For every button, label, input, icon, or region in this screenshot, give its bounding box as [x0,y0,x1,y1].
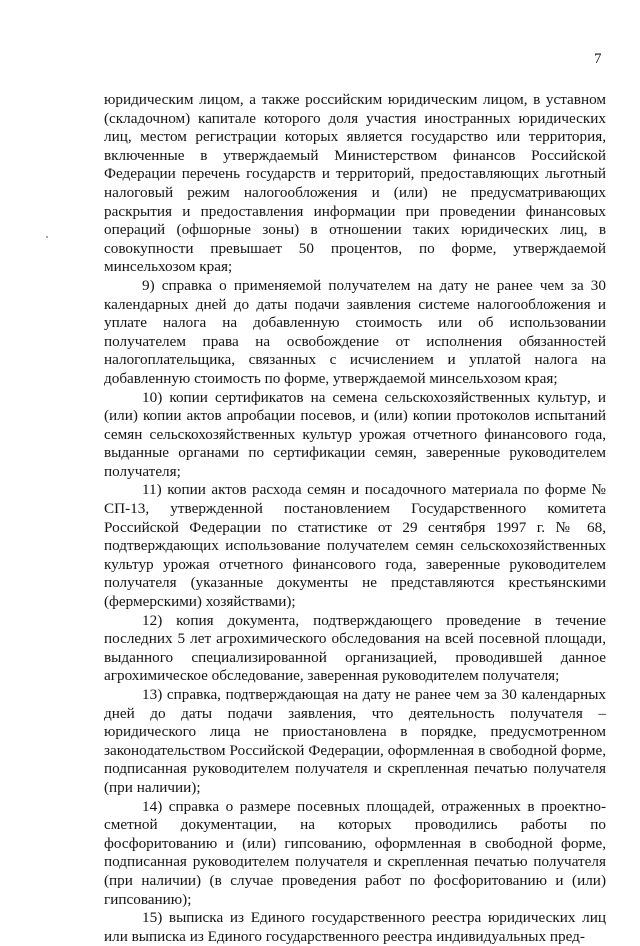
paragraph-item-13: 13) справка, подтверждающая на дату не ранее чем за 30 календарных дней до даты подачи заявления, что деятельность получателя – юридического лица не приостановлена в порядке, предусмотренном законодательством Российской Федерации, оформленная в свободной форме, подписанная руководителем получателя и скрепленная печатью получателя (при наличии); [104,686,606,796]
document-body [104,91,606,946]
paragraph-item-11: 11) копии актов расхода семян и посадочного материала по форме № СП-13, утвержденной постановлением Государственного комитета Российской Федерации по статистике от 29 сентября 1997 г. № 68, подтверждающих использование получателем семян сельскохозяйственных культур урожая отчетного финансового года, заверенные руководителем получателя (указанные документы не представляются крестьянскими (фермерскими) хозяйствами); [104,481,606,611]
paragraph-item-14: 14) справка о размере посевных площадей, отраженных в проектно-сметной документации, на которых проводились работы по фосфоритованию и (или) гипсованию, оформленная в свободной форме, подписанная руководителем получателя и скрепленная печатью получателя (при наличии) (в случае проведения работ по фосфоритованию и (или) гипсованию); [104,797,606,908]
margin-mark [46,236,48,238]
paragraph-item-15: 15) выписка из Единого государственного реестра юридических лиц или выписка из Единого государственного реестра индивидуальных пред- [104,909,606,945]
paragraph-item-10: 10) копии сертификатов на семена сельскохозяйственных культур, и (или) копии актов апробации посевов, и (или) копии протоколов испытаний семян сельскохозяйственных культур урожая отчетного финансового года, выданные органами по сертификации семян, заверенные руководителем получателя; [104,388,606,480]
paragraph-item-9: 9) справка о применяемой получателем на дату не ранее чем за 30 календарных дней до даты подачи заявления системе налогообложения и уплате налога на добавленную стоимость или об использовании получателем права на освобождение от исполнения обязанностей налогоплательщика, связанных с исчислением и уплатой налога на добавленную стоимость по форме, утверждаемой минсельхозом края; [104,276,606,387]
paragraph-item-12: 12) копия документа, подтверждающего проведение в течение последних 5 лет агрохимического обследования на всей посевной площади, выданного специализированной организацией, проводившей данное агрохимическое обследование, заверенная руководителем получателя; [104,611,606,685]
paragraph-continuation: юридическим лицом, а также российским юридическим лицом, в уставном (складочном) капитале которого доля участия иностранных юридических лиц, местом регистрации которых является государство или территория, включенные в утверждаемый Министерством финансов Российской Федерации перечень государств и территорий, предоставляющих льготный налоговый режим налогообложения и (или) не предусматривающих раскрытия и предоставления информации при проведении финансовых операций (офшорные зоны) в отношении таких юридических лиц, в совокупности превышает 50 процентов, по форме, утверждаемой минсельхозом края; [104,91,606,276]
page-number: 7 [594,51,602,67]
